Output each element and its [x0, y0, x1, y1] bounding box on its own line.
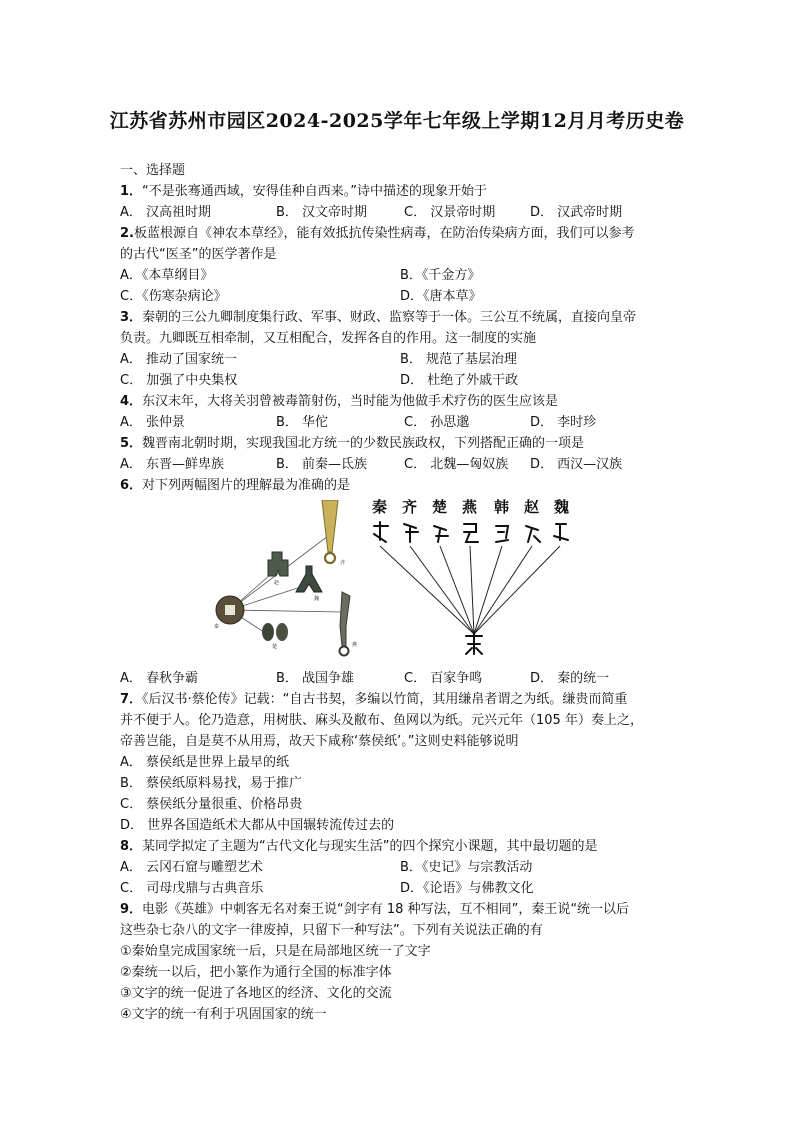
option-c: C． 孙思邈 — [404, 415, 470, 430]
option-d: D． 李时珍 — [530, 415, 597, 430]
option-b: B． 战国争雄 — [276, 671, 355, 686]
option-a: A． 春秋争霸 — [120, 671, 199, 686]
option-b: B．《史记》与宗教活动 — [400, 860, 533, 875]
question-6-options — [120, 668, 680, 689]
question-8-stem: 8．某同学拟定了主题为“古代文化与现实生活”的四个探究小课题，其中最切题的是 — [120, 839, 598, 854]
option-a: A． 张仲景 — [120, 415, 186, 430]
option-c: C． 加强了中央集权 — [120, 373, 238, 388]
option-b: B． 汉文帝时期 — [276, 205, 368, 220]
option-d: D． 世界各国造纸术大都从中国辗转流传过去的 — [120, 818, 395, 833]
option-c: C． 司母戊鼎与古典音乐 — [120, 881, 264, 896]
option-b: B． 华佗 — [276, 415, 329, 430]
state-name-chu: 楚 — [432, 498, 448, 516]
option-d: D． 杜绝了外戚干政 — [400, 373, 519, 388]
question-1-options — [120, 202, 680, 223]
question-7-stem-line2: 并不便于人。伦乃造意，用树肤、麻头及敝布、鱼网以为纸。元兴元年（105 年）奏上之， — [120, 713, 643, 728]
question-7-stem-line1: 7．《后汉书·蔡伦传》记载：“自古书契，多编以竹简，其用缣帛者谓之为纸。缣贵而简重 — [120, 692, 628, 707]
statement-2: ②秦统一以后，把小篆作为通行全国的标准字体 — [120, 965, 392, 980]
question-6-stem: 6．对下列两幅图片的理解最为准确的是 — [120, 478, 351, 493]
exam-content — [120, 160, 680, 1025]
option-d: D．《唐本草》 — [400, 289, 482, 304]
coin-label-zhao: 赵 — [274, 580, 280, 586]
question-7-stem-line3: 帝善岂能，自是莫不从用焉，故天下咸称‘蔡侯纸’。”这则史料能够说明 — [120, 734, 519, 749]
coin-label-qin: 秦 — [214, 624, 220, 630]
question-5-options — [120, 454, 680, 475]
ancient-script-glyphs — [374, 522, 568, 542]
coin-label-yan: 燕 — [352, 642, 358, 648]
option-b: B．《千金方》 — [400, 268, 481, 283]
statement-1: ①秦始皇完成国家统一后，只是在局部地区统一了文字 — [120, 944, 431, 959]
exam-title: 江苏省苏州市园区2024-2025学年七年级上学期12月月考历史卷 — [109, 110, 685, 132]
question-3-options-row1 — [120, 349, 680, 370]
small-seal-glyph — [466, 632, 482, 654]
option-d: D． 西汉—汉族 — [530, 457, 623, 472]
question-2-options-row1 — [120, 265, 680, 286]
question-1-stem: 1．“不是张骞通西域，安得佳种自西来。”诗中描述的现象开始于 — [120, 184, 488, 199]
statement-4: ④文字的统一有利于巩固国家的统一 — [120, 1007, 327, 1022]
option-a: A． 云冈石窟与雕塑艺术 — [120, 860, 264, 875]
coin-label-chu: 楚 — [272, 644, 278, 650]
option-b: B． 蔡侯纸原料易找，易于推广 — [120, 776, 303, 791]
state-name-wei: 魏 — [554, 498, 570, 516]
option-d: D．《论语》与佛教文化 — [400, 881, 534, 896]
warring-states-scripts-image — [360, 496, 580, 662]
option-c: C． 蔡侯纸分量很重、价格昂贵 — [120, 797, 303, 812]
question-4-stem: 4．东汉末年，大将关羽曾被毒箭射伤，当时能为他做手术疗伤的医生应该是 — [120, 394, 559, 409]
question-3-stem-line1: 3．秦朝的三公九卿制度集行政、军事、财政、监察等于一体。三公互不统属，直接向皇帝 — [120, 310, 637, 325]
state-name-zhao: 赵 — [524, 498, 540, 516]
option-a: A． 汉高祖时期 — [120, 205, 212, 220]
option-b: B． 前秦—氐族 — [276, 457, 368, 472]
question-2-options-row2 — [120, 286, 680, 307]
warring-states-coins-image — [210, 500, 370, 664]
option-d: D． 秦的统一 — [530, 671, 610, 686]
section-heading: 一、选择题 — [120, 163, 186, 178]
coin-label-qi: 齐 — [340, 560, 346, 566]
question-9-stem-line1: 9．电影《英雄》中刺客无名对秦王说“剑字有 18 种写法，互不相同”，秦王说“统一以后 — [120, 902, 630, 917]
question-2-stem-line1: 2.板蓝根源自《神农本草经》，能有效抵抗传染性病毒，在防治传染病方面，我们可以参考 — [120, 226, 635, 241]
option-a: A． 蔡侯纸是世界上最早的纸 — [120, 755, 290, 770]
option-c: C． 百家争鸣 — [404, 671, 483, 686]
question-8-options-row2 — [120, 878, 680, 899]
state-name-yan: 燕 — [462, 498, 478, 516]
state-name-han: 韩 — [494, 498, 510, 516]
question-5-stem: 5．魏晋南北朝时期，实现我国北方统一的少数民族政权，下列搭配正确的一项是 — [120, 436, 585, 451]
question-4-options — [120, 412, 680, 433]
question-9-stem-line2: 这些杂七杂八的文字一律废掉，只留下一种写法”。下列有关说法正确的有 — [120, 923, 543, 938]
question-2-stem-line2: 的古代“医圣”的医学著作是 — [120, 247, 277, 262]
question-8-options-row1 — [120, 857, 680, 878]
option-c: C． 北魏—匈奴族 — [404, 457, 509, 472]
coin-label-wei: 魏 — [314, 596, 320, 602]
option-c: C．《伤寒杂病论》 — [120, 289, 227, 304]
question-3-stem-line2: 负责。九卿既互相牵制，又互相配合，发挥各自的作用。这一制度的实施 — [120, 331, 537, 346]
statement-3: ③文字的统一促进了各地区的经济、文化的交流 — [120, 986, 392, 1001]
question-6-figure — [120, 496, 680, 668]
option-a: A． 东晋—鲜卑族 — [120, 457, 225, 472]
state-name-qi: 齐 — [402, 498, 418, 516]
option-a: A． 推动了国家统一 — [120, 352, 238, 367]
option-d: D． 汉武帝时期 — [530, 205, 623, 220]
state-name-qin: 秦 — [372, 498, 388, 516]
option-c: C． 汉景帝时期 — [404, 205, 496, 220]
option-b: B． 规范了基层治理 — [400, 352, 518, 367]
option-a: A．《本草纲目》 — [120, 268, 214, 283]
question-3-options-row2 — [120, 370, 680, 391]
